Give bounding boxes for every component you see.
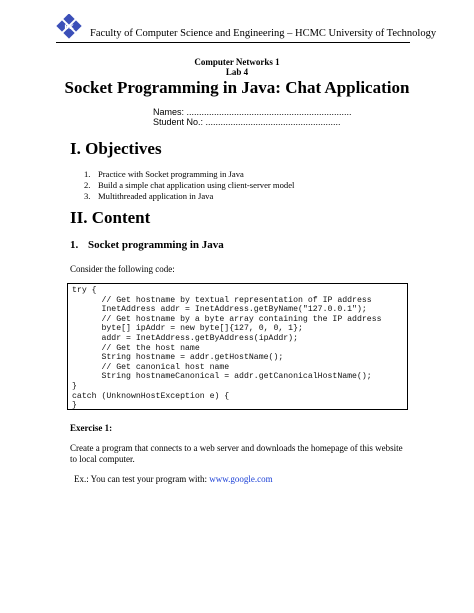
code-line: InetAddress addr = InetAddress.getByName("127.0.0.1");	[72, 305, 367, 315]
course-name: Computer Networks 1	[194, 57, 280, 67]
code-line: addr = InetAddress.getByAddress(ipAddr);	[72, 333, 299, 343]
code-line: // Get canonical host name	[72, 362, 230, 372]
code-line: catch (UnknownHostException e) {	[72, 391, 230, 401]
list-item: 2. Build a simple chat application using client-server model	[84, 180, 295, 190]
document-title: Socket Programming in Java: Chat Application	[64, 78, 410, 97]
objectives-heading: I. Objectives	[70, 139, 162, 158]
code-line: // Get the host name	[72, 343, 200, 353]
code-line: // Get hostname by a byte array containing the IP address	[72, 314, 382, 324]
code-line: }	[72, 401, 77, 411]
header-divider	[56, 42, 410, 43]
code-line: String hostnameCanonical = addr.getCanonicalHostName();	[72, 372, 372, 382]
university-logo	[56, 14, 82, 40]
lab-number: Lab 4	[225, 67, 249, 77]
section-heading: 1. Socket programming in Java	[70, 239, 224, 251]
code-line: try {	[72, 286, 97, 295]
code-line: String hostname = addr.getHostName();	[72, 353, 284, 363]
list-item: 1. Practice with Socket programming in Java	[84, 169, 244, 179]
svg-text:BK: BK	[64, 24, 74, 31]
google-link[interactable]: www.google.com	[209, 474, 273, 484]
exercise-test-hint: Ex.: You can test your program with: www.google.com	[74, 474, 273, 484]
names-field: Names: ..................................................................	[153, 107, 352, 117]
code-line: byte[] ipAddr = new byte[]{127, 0, 0, 1};	[72, 324, 303, 334]
list-item: 3. Multithreaded application in Java	[84, 191, 214, 201]
student-number-field: Student No.: ......................................................	[153, 117, 341, 127]
exercise-description: Create a program that connects to a web server and downloads the homepage of this website to local computer.	[70, 443, 403, 464]
code-line: // Get hostname by textual representation of IP address	[72, 295, 372, 305]
header-faculty-text: Faculty of Computer Science and Engineering – HCMC University of Technology	[90, 28, 437, 39]
exercise-heading: Exercise 1:	[70, 423, 113, 433]
code-line: }	[72, 381, 77, 391]
code-block	[67, 283, 408, 410]
objectives-list	[84, 169, 294, 202]
content-heading: II. Content	[70, 208, 151, 227]
page-header	[56, 14, 437, 44]
code-intro-text: Consider the following code:	[70, 264, 175, 274]
